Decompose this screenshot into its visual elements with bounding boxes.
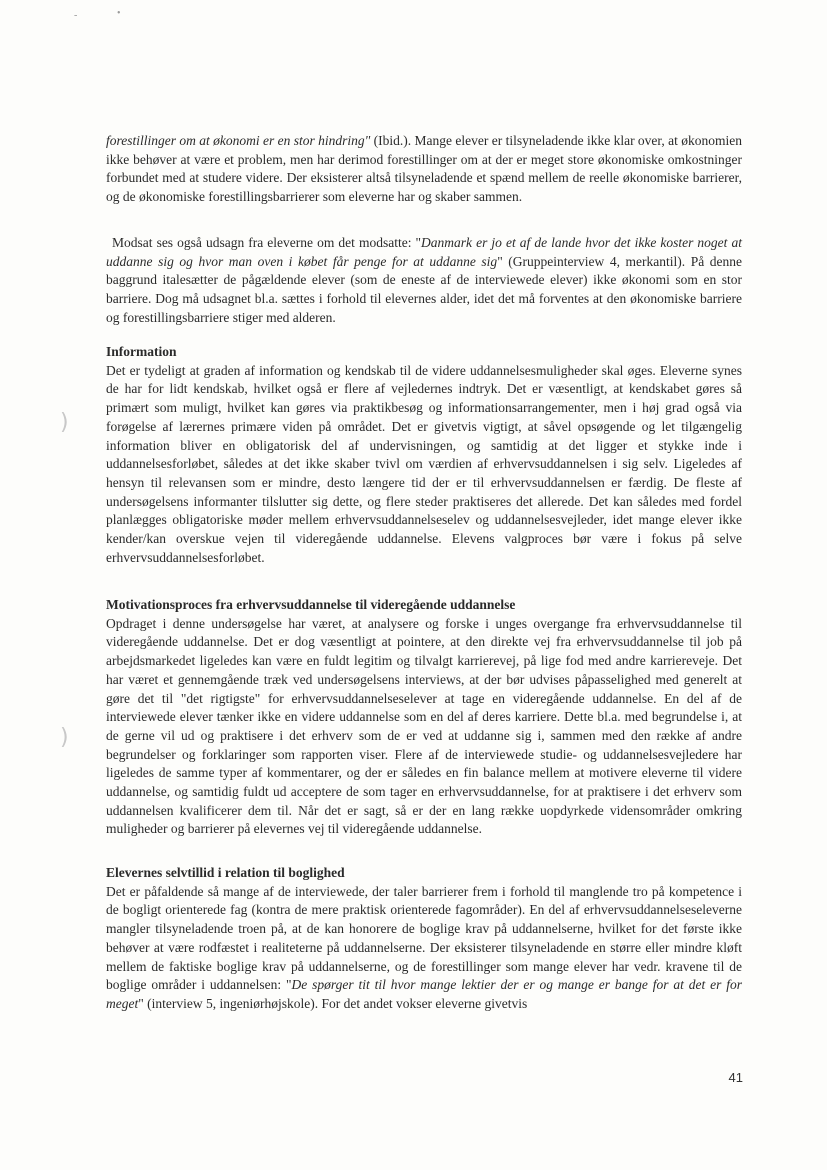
section-heading: Elevernes selvtillid i relation til boglighed <box>106 865 345 880</box>
section-body: Opdraget i denne undersøgelse har været, at analysere og forske i unges overgange fra erhvervsuddannelse til videregående uddannelse. Det er dog væsentligt at pointere, at den direkte vej fra erhvervsuddannelse til job på arbejdsmarkedet ligeledes kan være en fuldt legitim og tilvalgt karrierevej, på lige fod med andre karriereveje. Det har været et gennemgående træk ved undersøgelsens interviews, at der bør udvises påpasselighed med generelt at gøre det til "det rigtigste" for erhvervsuddannelseselever at tage en videregående uddannelse. En del af de interviewede elever tænker ikke en videre uddannelse som en del af deres karriere. Dette bl.a. med begrundelse i, at de gerne vil ud og praktisere i det erhverv som de er ved at uddanne sig i, sammen med den række af andre begrundelser og forklaringer som rapporten viser. Flere af de interviewede studie- og uddannelsesvejledere har ligeledes de samme typer af kommentarer, og der er således en fin balance mellem at motivere eleverne til videre uddannelse, og samtidig fuldt ud acceptere de som tager en erhvervsuddannelse, for at praktisere i det erhverv som uddannelsen kvalificerer dem til. Når det er sagt, så er der en lang række uopdyrkede vidensområder omkring muligheder og barrierer på elevernes vej til videregående uddannelse. <box>106 615 742 837</box>
paragraph-text: " (Gruppeinterview 4, merkantil). På denne baggrund italesætter de pågældende elever (som de eneste af de interviewede elever) ikke økonomi som en stor barriere. Dog må udsagnet bl.a. sættes i forhold til elevernes alder, idet det må forventes at den økonomiske barriere og forestillingsbarriere stiger med alderen. <box>106 253 743 325</box>
section-selvtillid <box>106 864 742 1014</box>
paragraph-text: Modsat ses også udsagn fra eleverne om det modsatte: " <box>112 235 422 250</box>
section-motivation <box>106 596 742 839</box>
paragraph-text: Det er påfaldende så mange af de interviewede, der taler barrierer frem i forhold til manglende tro på kompetence i de bogligt orienterede fag (kontra de mere praktisk orienterede fagområder). En del af erhvervsuddannelseseleverne mangler tilsyneladende troen på, at de kan honorere de boglige krav på uddannelserne, hvilket for det første ikke behøver at være rodfæstet i realiteterne på uddannelserne. Der eksisterer tilsyneladende en større eller mindre kløft mellem de faktiske boglige krav på uddannelserne, og de forestillinger som mange elever har vedr. kravene til de boglige områder i uddannelsen: " <box>106 883 742 993</box>
scan-speck: • <box>117 8 121 19</box>
paragraph-opposite-view <box>106 234 742 328</box>
paragraph-economy <box>106 132 742 207</box>
page-number: 41 <box>728 1070 743 1085</box>
paragraph-text: (Ibid.). Mange elever er tilsyneladende ikke klar over, at økonomien ikke behøver at være et problem, men har derimod forestillinger om at der er meget store økonomiske omkostninger forbundet med at studere videre. Der eksisterer altså tilsyneladende et spænd mellem de reelle økonomiske barrierer, og de økonomiske forestillingsbarrierer som eleverne har og skaber sammen. <box>106 133 742 205</box>
section-information <box>106 343 742 567</box>
section-heading: Information <box>106 344 177 359</box>
paragraph-text: " (interview 5, ingeniørhøjskole). For det andet vokser eleverne givetvis <box>138 995 528 1011</box>
section-body: Det er tydeligt at graden af information og kendskab til de videre uddannelsesmuligheder skal øges. Eleverne synes de har for lidt kendskab, hvilket også er flere af vejledernes indtryk. Det er væsentligt, at kendskabet gøres så primært som muligt, hvilket kan gøres via praktikbesøg og informationsarrangementer, men i høj grad også via forøgelse af lærernes primære viden på området. Det er givetvis vigtigt, at såvel opsøgende og let tilgængelig information bliver en obligatorisk del af undervisningen, og samtidig at det ligger et stykke inde i uddannelsesforløbet, således at det ikke skaber tvivl om værdien af erhvervsuddannelsen i sig selv. Ligeledes af hensyn til relevansen som er mindre, desto længere tid der er til erhvervsuddannelsen er færdig. De fleste af undersøgelsens informanter tilslutter sig dette, og flere steder praktiseres det allerede. Det kan således med fordel planlægges obligatoriske møder mellem erhvervsuddannelseselev og uddannelsesvejleder, idet mange elever ikke kender/kan overskue vejen til videregående uddannelse. Elevens valgproces bør være i fokus på selve erhvervsuddannelsesforløbet. <box>106 362 742 565</box>
scan-speck: - <box>74 10 78 21</box>
quote: forestillinger om at økonomi er en stor hindring" <box>106 133 371 148</box>
punch-hole-mark: ) <box>60 410 69 435</box>
quote: Danmark er jo et af de lande hvor det ikke koster noget at uddanne sig og hvor man oven i købet får penge for at uddanne sig <box>106 235 742 269</box>
punch-hole-mark: ) <box>60 725 69 750</box>
quote: De spørger tit til hvor mange lektier der er og mange er bange for at det er for meget <box>106 977 743 1011</box>
section-heading: Motivationsproces fra erhvervsuddannelse til videregående uddannelse <box>106 597 516 612</box>
